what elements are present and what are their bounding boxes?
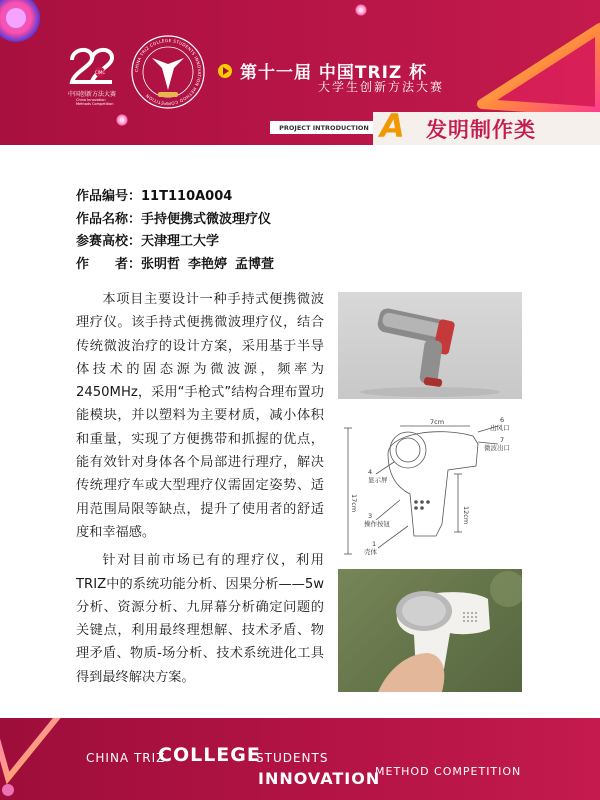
- project-id-row: [76, 186, 274, 209]
- cimc-logo: [62, 42, 122, 112]
- label-shell: 壳体: [364, 548, 377, 556]
- footer-text-innovation: INNOVATION: [258, 769, 381, 788]
- label-display: 显示屏: [368, 476, 388, 484]
- decor-triangle: [0, 718, 90, 800]
- dim-grip: 12cm: [462, 506, 470, 525]
- label-buttons: 操作按钮: [364, 520, 390, 528]
- footer-text-students: STUDENTS: [256, 751, 329, 765]
- project-info: [76, 186, 274, 276]
- school-row: [76, 231, 274, 254]
- logo-org-cn: 中国创新方法大赛: [67, 91, 116, 98]
- label-microwave-outlet: 微波出口: [484, 444, 510, 452]
- footer-text-method-competition: METHOD COMPETITION: [375, 765, 522, 778]
- authors-label: 作 者：: [76, 256, 142, 272]
- description-paragraph-2: 针对目前市场已有的理疗仪，利用TRIZ中的系统功能分析、因果分析——5w分析、资源分析、九屏幕分析确定问题的关键点，利用最终理想解、技术矛盾、物理矛盾、物质-场分析、技术系统进化工具得到最终解决方案。: [76, 553, 324, 685]
- triz-seal-logo: [130, 34, 206, 110]
- author-name: 张明哲: [141, 256, 181, 272]
- project-name-label: 作品名称：: [76, 211, 142, 227]
- category-title: 发明制作类: [426, 118, 536, 142]
- prototype-photo: [338, 569, 522, 692]
- callout-1: 1: [372, 540, 377, 548]
- project-intro-tag: PROJECT INTRODUCTION: [270, 121, 378, 134]
- decor-dot: [116, 114, 128, 126]
- callout-6: 6: [500, 416, 505, 424]
- competition-subtitle: 大学生创新方法大赛: [318, 80, 445, 94]
- cimc-logo-mark: [62, 42, 122, 90]
- author-name: 孟博萱: [235, 256, 275, 272]
- project-id-label: 作品编号：: [76, 189, 142, 204]
- callout-4: 4: [368, 468, 373, 476]
- footer-banner: [0, 718, 600, 800]
- category-letter: A: [380, 107, 405, 145]
- cimc-badge: CIMC: [94, 70, 106, 75]
- footer-text-college: COLLEGE: [158, 744, 261, 766]
- project-name-value: 手持便携式微波理疗仪: [141, 211, 272, 227]
- decor-triangle: [464, 16, 600, 126]
- authors-row: [76, 254, 274, 277]
- logo-org-en: China Innovation Methods Competition: [76, 98, 114, 106]
- callout-3: 3: [368, 512, 373, 520]
- seal-ring-text: CHINA TRIZ COLLEGE STUDENTS INNOVATION METHOD COMPETITION: [133, 37, 203, 107]
- callout-7: 7: [500, 436, 505, 444]
- label-air-outlet: 出风口: [490, 424, 510, 432]
- dimension-diagram: [338, 414, 522, 562]
- dim-width: 7cm: [430, 418, 445, 426]
- header-banner: [0, 0, 600, 145]
- school-value: 天津理工大学: [141, 234, 220, 249]
- product-render-image: [338, 292, 522, 399]
- project-name-row: [76, 209, 274, 232]
- competition-title: 第十一届 中国TRIZ 杯: [240, 63, 428, 83]
- project-id-value: 11T110A004: [141, 189, 233, 204]
- dim-height: 17cm: [350, 494, 358, 513]
- school-label: 参赛高校：: [76, 234, 142, 249]
- play-arrow-icon: [218, 64, 232, 78]
- description-paragraph-1: 本项目主要设计一种手持式便携微波理疗仪。该手持式便携微波理疗仪，结合传统微波治疗的设计方案，采用基于半导体技术的固态源为微波源，频率为2450MHz，采用“手枪式”结构合理布置功能模块，并以塑料为主要材质，减小体积和重量，实现了方便携带和抓握的优点，能有效针对身体各个局部进行理疗，解决传统理疗车或大型理疗仪需固定姿势、适用范围局限等缺点，提升了使用者的舒适度和幸福感。: [76, 292, 324, 540]
- footer-text-china-triz: CHINA TRIZ: [86, 751, 166, 765]
- decor-circle: [0, 0, 40, 42]
- decor-dot: [355, 4, 367, 16]
- author-name: 李艳婷: [188, 256, 228, 272]
- project-description: [76, 288, 324, 689]
